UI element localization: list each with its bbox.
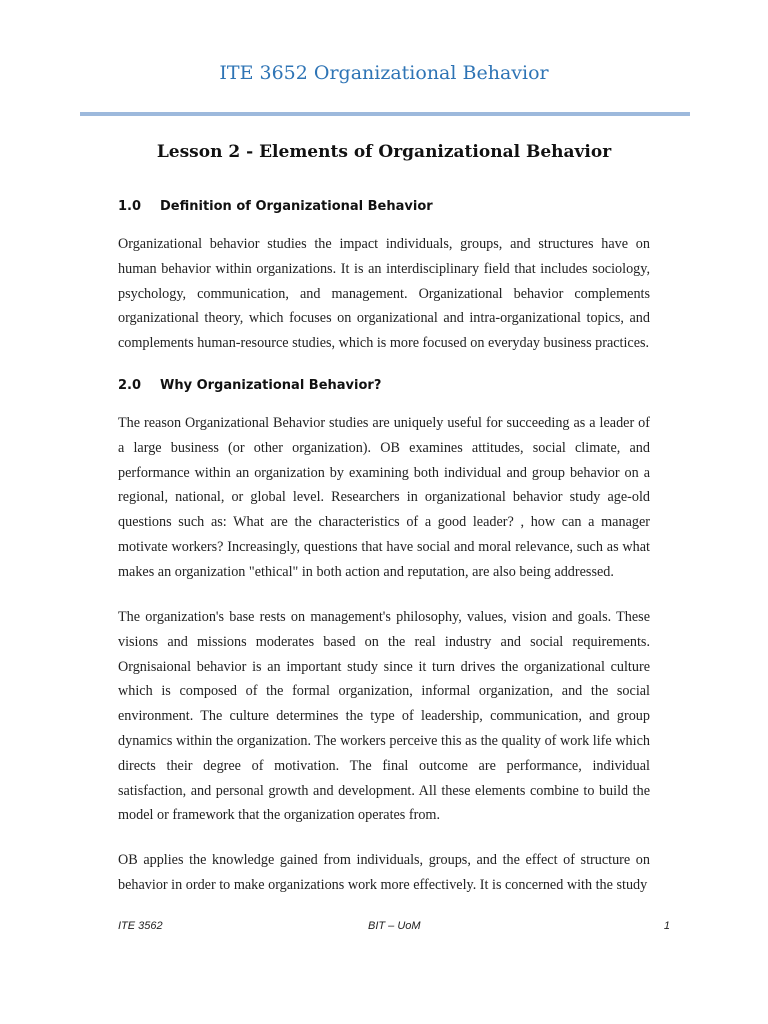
section-1-heading — [118, 199, 433, 214]
page-footer — [118, 920, 670, 936]
section-number: 1.0 — [118, 199, 142, 214]
footer-institution: BIT – UoM — [368, 920, 421, 932]
document-header-title: ITE 3652 Organizational Behavior — [219, 62, 549, 84]
paragraph: OB applies the knowledge gained from individuals, groups, and the effect of structure on behavior in order to make organizations work more effectively. It is concerned with the study — [118, 852, 650, 893]
section-number: 2.0 — [118, 378, 142, 393]
lesson-title: Lesson 2 - Elements of Organizational Behavior — [156, 142, 612, 162]
footer-page-number: 1 — [663, 920, 670, 932]
paragraph: Organizational behavior studies the impact individuals, groups, and structures have on human behavior within organizations. It is an interdisciplinary field that includes sociology, psychology, communication, and management. Organizational behavior complements organizational theory, which focuses on organizational and intra-organizational topics, and complements human-resource studies, which is more focused on everyday business practices. — [118, 236, 650, 352]
paragraph: The organization's base rests on management's philosophy, values, vision and goals. These visions and missions moderates based on the real industry and social requirements. Orgnisaional behavior is an important study since it turn drives the organizational culture which is composed of the formal organization, informal organization, and the social environment. The culture determines the type of leadership, communication, and group dynamics within the organization. The workers perceive this as the quality of work life which directs their degree of motivation. The final outcome are performance, individual satisfaction, and personal growth and development. All these elements combine to build the model or framework that the organization operates from. — [118, 609, 650, 824]
section-2-heading — [118, 378, 381, 393]
section-heading-text: Why Organizational Behavior? — [160, 378, 382, 393]
header-divider — [80, 112, 690, 116]
section-heading-text: Definition of Organizational Behavior — [160, 199, 433, 214]
footer-course-code: ITE 3562 — [118, 920, 163, 932]
paragraph: The reason Organizational Behavior studies are uniquely useful for succeeding as a leader of a large business (or other organization). OB examines attitudes, social climate, and performance within an organization by examining both individual and group behavior on a regional, national, or global level. Researchers in organizational behavior study age-old questions such as: What are the characteristics of a good leader? , how can a manager motivate workers? Increasingly, questions that have social and moral relevance, such as what makes an organization "ethical" in both action and reputation, are also being addressed. — [118, 415, 650, 580]
